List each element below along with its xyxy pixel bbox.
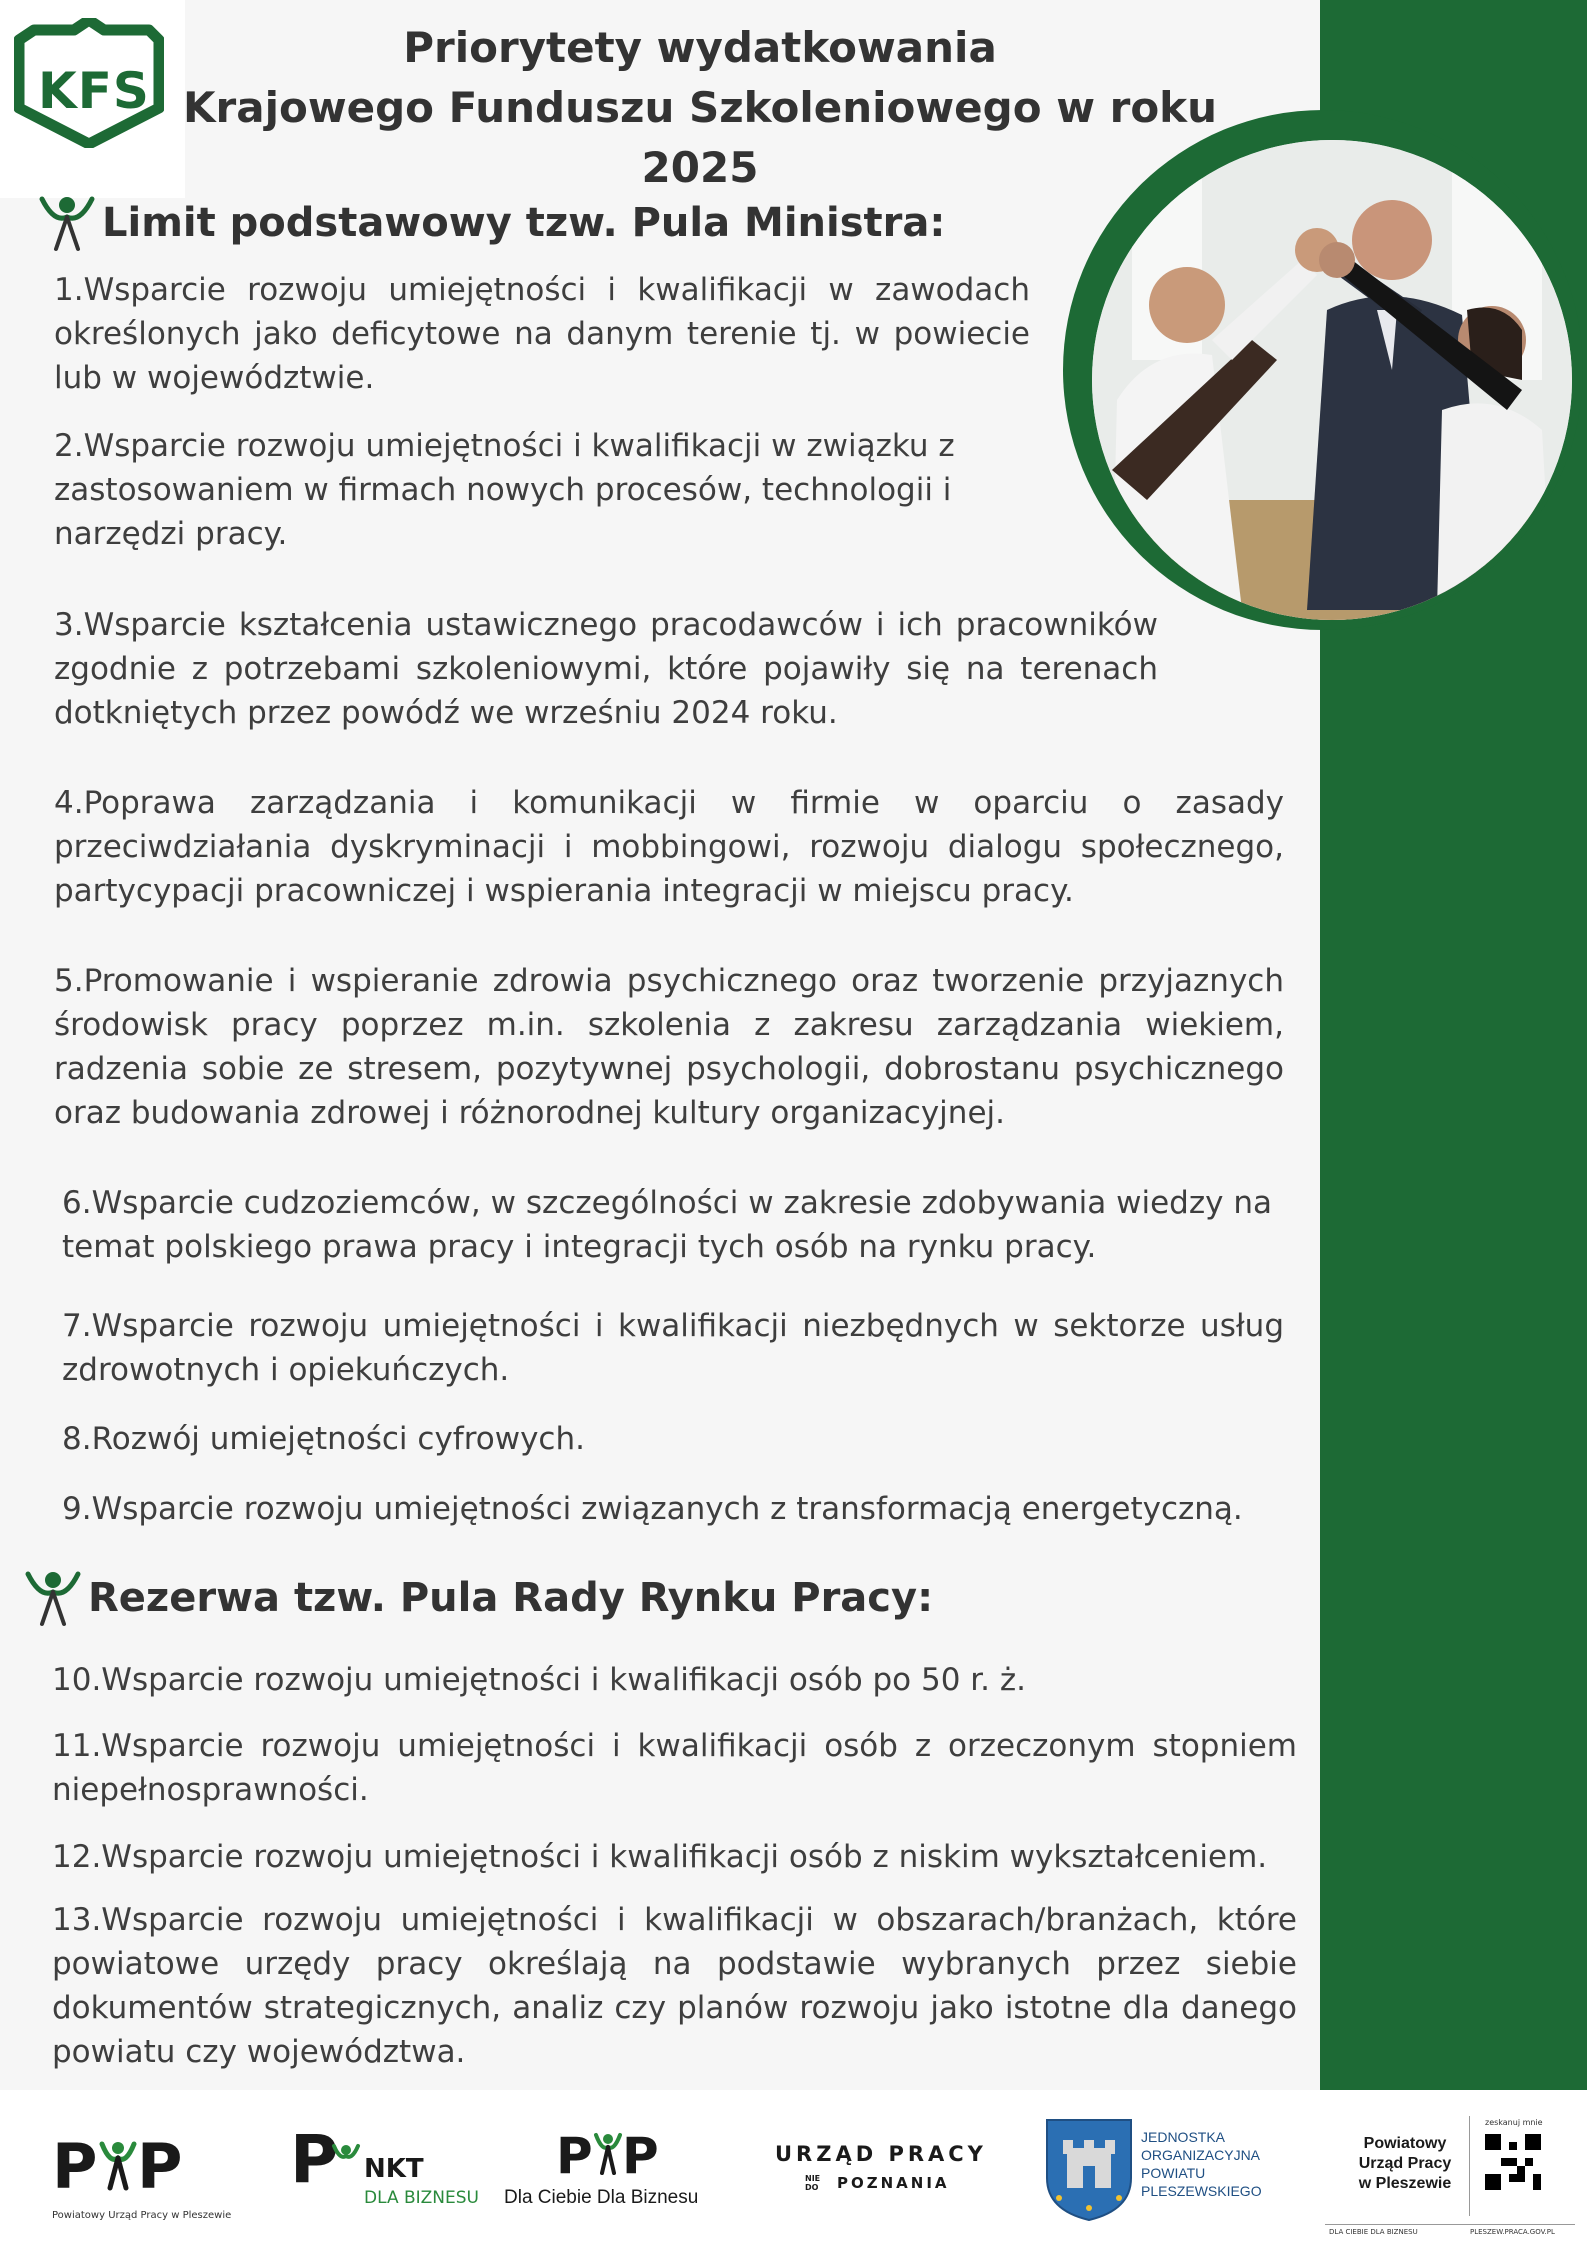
pup-small-logo-mark-icon [556,2125,666,2181]
punkt-logo-mark-icon [290,2120,370,2200]
person-raising-arms-icon [24,1568,82,1628]
pup-qr-box [1325,2112,1575,2240]
section-heading-pula-ministra [38,193,945,253]
section-heading-pula-rady-rynku-pracy [24,1568,933,1628]
priority-item: 3.Wsparcie kształcenia ustawicznego pracodawców i ich pracowników zgodnie z potrzebami szkoleniowymi, które pojawiły się na terenach dotkniętych przez powódź we wrześniu 2024 roku. [54,607,1158,731]
dla-ciebie-caption: Dla Ciebie Dla Biznesu [504,2187,699,2208]
jednostka-line: POWIATU [1141,2165,1206,2181]
svg-text:P: P [290,2121,339,2198]
priority-item: 5.Promowanie i wspieranie zdrowia psychicznego oraz tworzenie przyjaznych środowisk pracy poprzez m.in. szkolenia z zakresu zarządzania wiekiem, radzenia sobie ze stresem, pozytywnej psychologii, dobrostanu psychicznego oraz budowania zdrowej i różnorodnej kultury organizacyjnej. [54,963,1284,1131]
punkt-logo-nkt: NKT [364,2154,424,2184]
pup-box-footer-left: DLA CIEBIE DLA BIZNESU [1329,2228,1418,2236]
priority-item: 13.Wsparcie rozwoju umiejętności i kwalifikacji w obszarach/branżach, które powiatowe urzędy pracy określają na podstawie wybranych przez siebie dokumentów strategicznych, analiz czy planów rozwoju jako istotne dla danego powiatu czy województwa. [52,1902,1297,2070]
pup-box-bottom-line [1325,2224,1575,2225]
svg-text:P: P [622,2127,659,2181]
team-high-five-photo [1092,140,1572,620]
priority-item: 8.Rozwój umiejętności cyfrowych. [62,1421,585,1457]
title-line-2: Krajowego Funduszu Szkoleniowego w roku 2025 [182,83,1218,192]
jednostka-line: ORGANIZACYJNA [1141,2147,1261,2163]
jednostka-organizacyjna-logo [1045,2118,1285,2228]
pup-logo [52,2130,232,2230]
priority-item: 1.Wsparcie rozwoju umiejętności i kwalifikacji w zawodach określonych jako deficytowe na danym terenie tj. w powiecie lub w województwie. [54,272,1030,396]
jednostka-logo-text [1141,2128,1262,2200]
section-heading-text: Rezerwa tzw. Pula Rady Rynku Pracy: [88,1575,934,1621]
pup-box-footer-right: PLESZEW.PRACA.GOV.PL [1470,2228,1555,2236]
pleszew-coat-of-arms-icon [1045,2118,1133,2222]
priority-item: 12.Wsparcie rozwoju umiejętności i kwalifikacji osób z niskim wykształceniem. [52,1839,1268,1875]
kfs-logo [0,0,185,198]
priority-item: 6.Wsparcie cudzoziemców, w szczególności w zakresie zdobywania wiedzy na temat polskiego prawa pracy i integracji tych osób na rynku pracy. [62,1185,1272,1265]
pup-box-title-line: Urząd Pracy [1358,2155,1452,2172]
person-raising-arms-icon [38,193,96,253]
priority-item: 11.Wsparcie rozwoju umiejętności i kwalifikacji osób z orzeczonym stopniem niepełnosprawności. [52,1728,1297,1808]
qr-caption: zeskanuj mnie [1485,2118,1543,2127]
pup-box-title [1335,2134,1475,2194]
priority-item: 2.Wsparcie rozwoju umiejętności i kwalifikacji w związku z zastosowaniem w firmach nowych procesów, technologii i narzędzi pracy. [54,428,955,552]
svg-text:P: P [137,2130,183,2200]
pup-box-title-line: Powiatowy [1363,2135,1447,2152]
priority-item: 9.Wsparcie rozwoju umiejętności związanych z transformacją energetyczną. [62,1491,1243,1527]
team-photo-illustration [1092,140,1572,620]
jednostka-line: PLESZEWSKIEGO [1141,2183,1262,2199]
urzad-pracy-nie-do-poznania-logo [775,2142,987,2212]
urzad-logo-do: DO [805,2183,819,2192]
pup-logo-caption: Powiatowy Urząd Pracy w Pleszewie [52,2210,232,2221]
kfs-logo-text: KFS [38,62,150,120]
punkt-dla-biznesu-logo [290,2120,480,2220]
pup-box-title-line: w Pleszewie [1358,2175,1452,2192]
svg-text:P: P [556,2127,593,2181]
dla-ciebie-dla-biznesu-logo [500,2125,720,2225]
urzad-logo-bottom-text: POZNANIA [837,2174,950,2192]
priority-item: 7.Wsparcie rozwoju umiejętności i kwalifikacji niezbędnych w sektorze usług zdrowotnych i opiekuńczych. [62,1308,1284,1388]
priority-item: 4.Poprawa zarządzania i komunikacji w firmie w oparciu o zasady przeciwdziałania dyskryminacji i mobbingowi, rozwoju dialogu społecznego, partycypacji pracowniczej i wspierania integracji w miejscu pracy. [54,785,1284,909]
qr-code-icon[interactable] [1485,2134,1541,2190]
pup-logo-mark-icon [52,2130,202,2200]
section-heading-text: Limit podstawowy tzw. Pula Ministra: [102,200,946,246]
jednostka-line: JEDNOSTKA [1141,2129,1226,2145]
svg-text:P: P [52,2130,98,2200]
urzad-logo-nie: NIE [805,2174,821,2183]
title-line-1: Priorytety wydatkowania [403,23,997,72]
priority-item: 10.Wsparcie rozwoju umiejętności i kwalifikacji osób po 50 r. ż. [52,1662,1027,1698]
urzad-logo-nie-do [805,2174,820,2192]
urzad-logo-top-text: URZĄD PRACY [775,2142,987,2166]
punkt-logo-subtitle: DLA BIZNESU [364,2188,479,2208]
page-title [160,18,1240,198]
footer-logos [0,2090,1587,2245]
pup-box-divider [1469,2116,1470,2216]
